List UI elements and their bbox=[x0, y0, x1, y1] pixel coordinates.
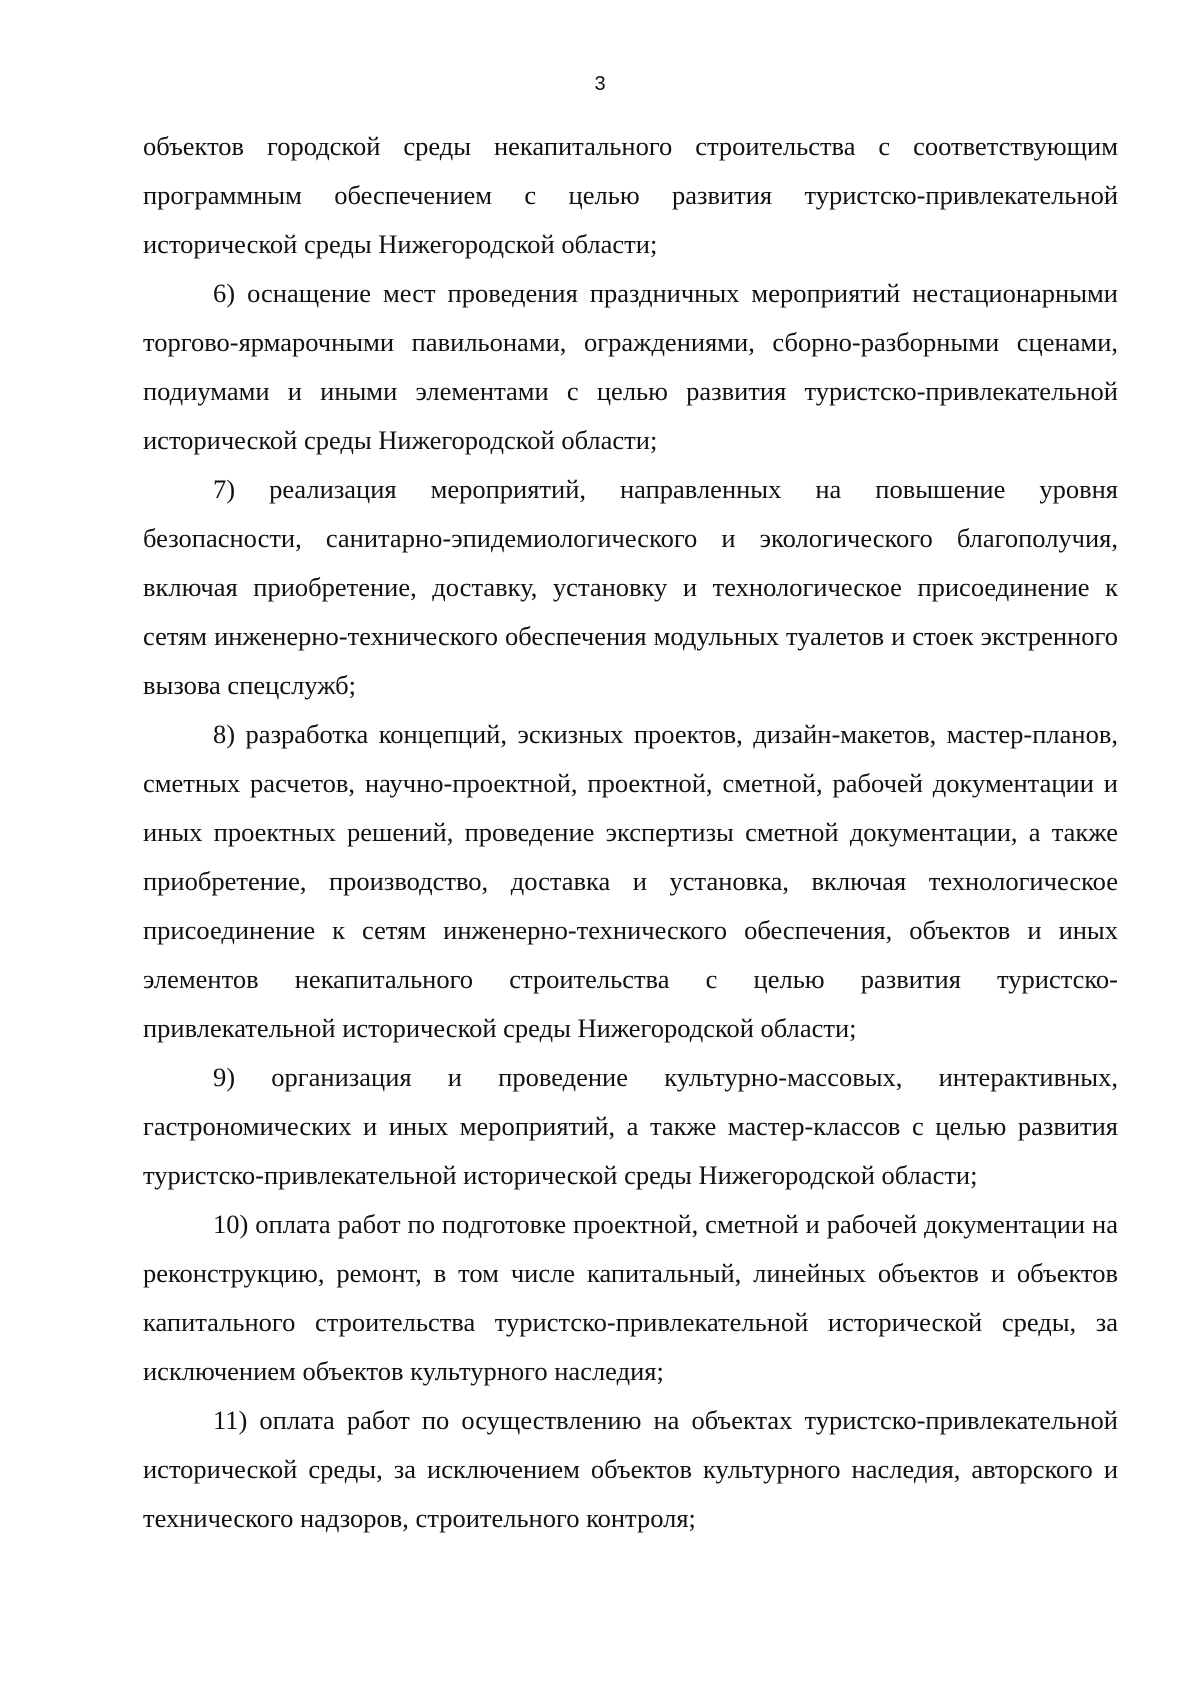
paragraph-continuation: объектов городской среды некапитального строительства с соответствующим программным обеспечением с целью развития туристско-привлекательной исторической среды Нижегородской области; bbox=[143, 131, 1118, 259]
paragraph-item-8: 8) разработка концепций, эскизных проектов, дизайн-макетов, мастер-планов, сметных расчетов, научно-проектной, проектной, сметной, рабочей документации и иных проектных решений, проведение экспертизы сметной документации, а также приобретение, производство, доставка и установка, включая технологическое присоединение к сетям инженерно-технического обеспечения, объектов и иных элементов некапитального строительства с целью развития туристско-привлекательной исторической среды Нижегородской области; bbox=[143, 719, 1118, 1043]
document-body bbox=[143, 122, 1118, 1543]
paragraph-item-10: 10) оплата работ по подготовке проектной, сметной и рабочей документации на реконструкцию, ремонт, в том числе капитальный, линейных объектов и объектов капитального строительства туристско-привлекательной исторической среды, за исключением объектов культурного наследия; bbox=[143, 1209, 1118, 1386]
paragraph-item-7: 7) реализация мероприятий, направленных на повышение уровня безопасности, санитарно-эпидемиологического и экологического благополучия, включая приобретение, доставку, установку и технологическое присоединение к сетям инженерно-технического обеспечения модульных туалетов и стоек экстренного вызова спецслужб; bbox=[143, 474, 1118, 700]
paragraph-item-6: 6) оснащение мест проведения праздничных мероприятий нестационарными торгово-ярмарочными павильонами, ограждениями, сборно-разборными сценами, подиумами и иными элементами с целью развития туристско-привлекательной исторической среды Нижегородской области; bbox=[143, 278, 1118, 455]
paragraph-item-11: 11) оплата работ по осуществлению на объектах туристско-привлекательной исторической среды, за исключением объектов культурного наследия, авторского и технического надзоров, строительного контроля; bbox=[143, 1405, 1118, 1533]
paragraph-item-9: 9) организация и проведение культурно-массовых, интерактивных, гастрономических и иных мероприятий, а также мастер-классов с целью развития туристско-привлекательной исторической среды Нижегородской области; bbox=[143, 1062, 1118, 1190]
page-number: 3 bbox=[594, 73, 606, 95]
